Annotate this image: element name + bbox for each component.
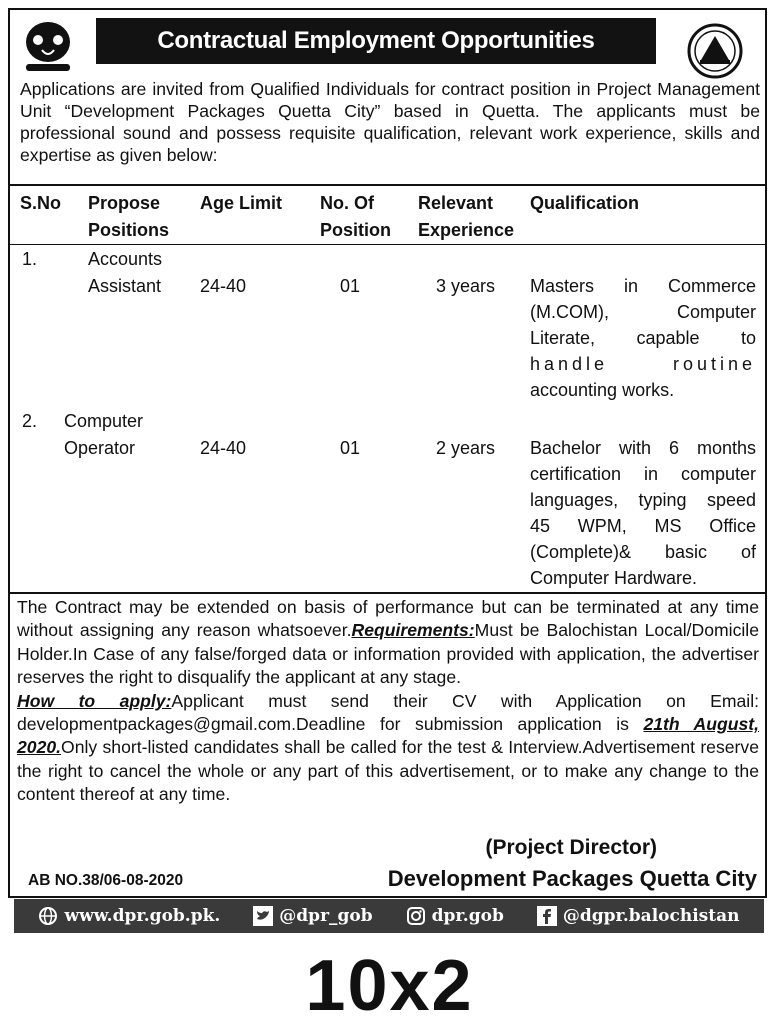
government-emblem-logo <box>20 20 76 74</box>
website-link[interactable]: www.dpr.gob.pk. <box>64 906 221 926</box>
header-experience-line1: Relevant <box>418 193 494 213</box>
row1-experience: 3 years <box>436 276 496 296</box>
header-age: Age Limit <box>200 193 283 213</box>
signatory-title: (Project Director) <box>485 836 657 859</box>
table-top-rule <box>10 184 765 186</box>
instagram-icon <box>406 906 426 926</box>
footer-facebook[interactable] <box>537 906 740 926</box>
row1-qualification-line: accounting works. <box>530 380 675 400</box>
row1-qualification <box>530 273 756 403</box>
row2-count: 01 <box>340 438 361 458</box>
header-sno: S.No <box>20 193 62 213</box>
deadline-date: 21th August, 2020. <box>17 714 759 758</box>
row2-qualification-line: Bachelor with 6 months <box>530 438 756 458</box>
row1-count: 01 <box>340 276 361 296</box>
header-divider <box>10 244 765 245</box>
header-count-line2: Position <box>320 220 391 240</box>
how-to-apply-text: Applicant must send their CV with Application on Email: developmentpackages@gmail.com.Deadline for submission application is <box>17 690 759 735</box>
row2-qualification-line: certification in computer <box>530 464 756 484</box>
row2-qualification <box>530 435 756 591</box>
row2-experience: 2 years <box>436 438 496 458</box>
intro-paragraph: Applications are invited from Qualified Individuals for contract position in Project Management Unit “Development Packages Quetta City” based in Quetta. The applicants must be professional sound and possess requisite qualification, relevant work experience, skills and expertise as given below: <box>20 79 760 165</box>
row1-position-line2: Assistant <box>88 276 162 296</box>
table-bottom-rule <box>10 592 765 594</box>
row1-qualification-line: Masters in Commerce <box>530 276 756 296</box>
header-experience-line2: Experience <box>418 220 515 240</box>
header-position-line2: Positions <box>88 220 170 240</box>
row2-qualification-line: Computer Hardware. <box>530 568 698 588</box>
row1-sno: 1. <box>22 249 38 269</box>
row2-position-line1: Computer <box>64 411 144 431</box>
requirements-text: Must be Balochistan Local/Domicile Holder.In Case of any false/forged data or information provided with application, the advertiser reserves the right to disqualify the applicant at any stage. <box>17 620 759 688</box>
row1-qualification-line: Literate, capable to <box>530 328 756 348</box>
row2-qualification-line: (Complete)& basic of <box>530 542 756 562</box>
row2-age: 24-40 <box>200 438 247 458</box>
footer-contact-bar <box>14 899 764 933</box>
footer-twitter[interactable] <box>253 906 372 926</box>
twitter-icon <box>253 906 273 926</box>
row2-position-line2: Operator <box>64 438 136 458</box>
instagram-handle[interactable]: dpr.gob <box>431 906 504 926</box>
facebook-handle[interactable]: @dgpr.balochistan <box>562 906 740 926</box>
header-position-line1: Propose <box>88 193 161 213</box>
contract-terms-text: The Contract may be extended on basis of performance but can be terminated at any time without assigning any reason whatsoever. <box>17 597 759 641</box>
shortlist-text: Only short-listed candidates shall be called for the test & Interview.Advertisement reserve the right to cancel the whole or any part of this advertisement, or to make any change to the content thereof at any time. <box>17 737 759 805</box>
row1-position-line1: Accounts <box>88 249 163 269</box>
signatory-organization: Development Packages Quetta City <box>387 866 757 891</box>
twitter-handle[interactable]: @dpr_gob <box>279 906 373 926</box>
how-to-apply-label: How to apply: <box>17 690 172 711</box>
ab-number: AB NO.38/06-08-2020 <box>28 872 184 889</box>
row2-qualification-line: 45 WPM, MS Office <box>530 516 756 536</box>
globe-icon <box>38 906 58 926</box>
page-title: Contractual Employment Opportunities <box>96 18 656 64</box>
row2-qualification-line: languages, typing speed <box>530 490 756 510</box>
ad-size-label: 10x2 <box>305 946 474 1026</box>
requirements-label: Requirements: <box>351 620 475 641</box>
header-qualification: Qualification <box>530 193 640 213</box>
footer-instagram[interactable] <box>406 906 504 926</box>
row1-age: 24-40 <box>200 276 247 296</box>
terms-paragraph <box>17 596 759 807</box>
footer-website[interactable] <box>38 906 220 926</box>
facebook-icon <box>537 906 557 926</box>
row2-sno: 2. <box>22 411 38 431</box>
header-count-line1: No. Of <box>320 193 374 213</box>
row1-qualification-line: handle routine <box>530 354 756 374</box>
seal-logo <box>686 22 744 80</box>
row1-qualification-line: (M.COM), Computer <box>530 302 756 322</box>
